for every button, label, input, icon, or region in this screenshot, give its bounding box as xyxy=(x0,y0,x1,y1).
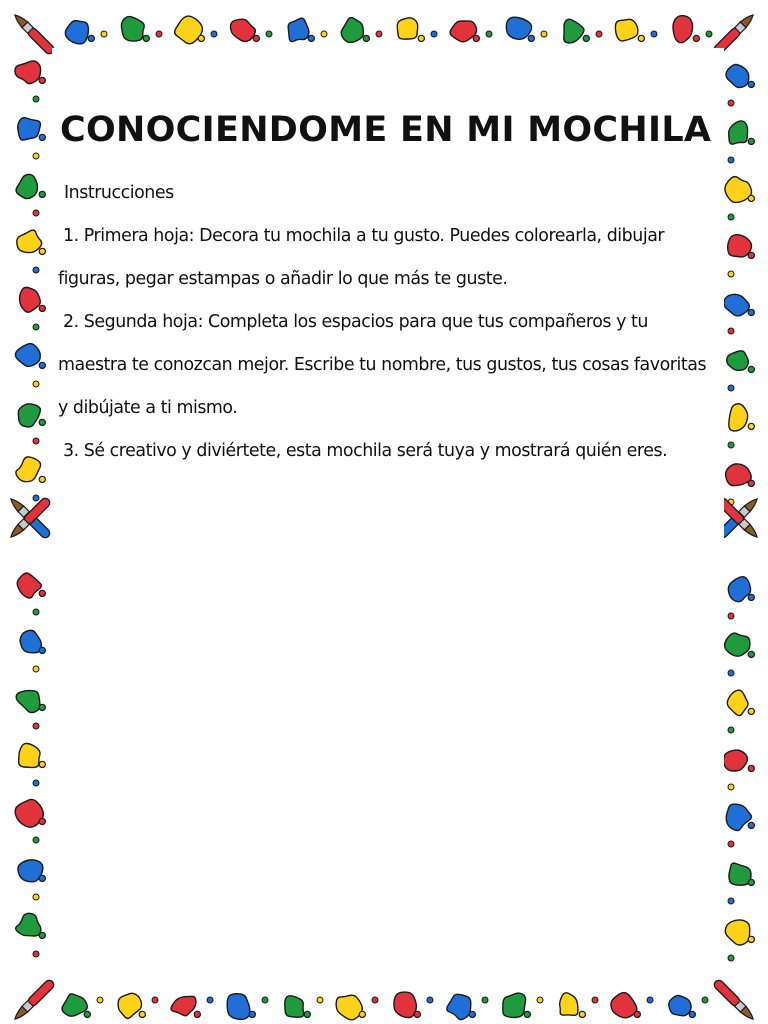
paint-splat-icon xyxy=(285,996,311,1018)
paint-splat-icon xyxy=(20,630,45,653)
paint-splat-icon xyxy=(17,230,46,254)
dot-icon xyxy=(706,31,712,37)
dot-icon xyxy=(537,997,543,1003)
dot-icon xyxy=(486,31,492,37)
paint-splat-icon xyxy=(727,690,754,715)
paint-splat-icon xyxy=(18,118,46,141)
paint-splat-icon xyxy=(728,235,755,259)
paint-splat-icon xyxy=(447,994,476,1019)
page-title: CONOCIENDOME EN MI MOCHILA xyxy=(60,110,712,150)
dot-icon xyxy=(431,31,437,37)
dot-icon xyxy=(728,214,734,220)
dot-icon xyxy=(728,157,734,163)
paint-splat-icon xyxy=(669,995,696,1017)
paint-splat-icon xyxy=(724,294,755,316)
dot-icon xyxy=(728,328,734,334)
dot-icon xyxy=(33,438,39,444)
paint-splat-icon xyxy=(729,863,754,885)
dot-icon xyxy=(728,955,734,961)
dot-icon xyxy=(728,100,734,106)
dot-icon xyxy=(596,31,602,37)
paint-splat-icon xyxy=(726,65,754,88)
dot-icon xyxy=(592,997,598,1003)
paint-splat-icon xyxy=(288,18,314,41)
dot-icon xyxy=(33,951,39,957)
instruction-step-2: 2. Segunda hoja: Completa los espacios para que tus compañeros y tu maestra te conozcan mejor. Escribe tu nombre, tus gustos, tus cosas favoritas y dibújate a ti mismo. xyxy=(58,312,707,418)
paint-splat-icon xyxy=(18,404,45,427)
paint-splat-icon xyxy=(725,633,755,657)
dot-icon xyxy=(647,997,653,1003)
paint-splat-icon xyxy=(341,18,369,43)
dot-icon xyxy=(33,267,39,273)
paintbrush-icon xyxy=(712,978,756,1022)
paint-splat-icon xyxy=(15,344,45,369)
paint-splat-icon xyxy=(16,457,46,483)
paint-splat-icon xyxy=(727,351,755,373)
dot-icon xyxy=(207,997,213,1003)
instruction-step-1: 1. Primera hoja: Decora tu mochila a tu gusto. Puedes colorearla, dibujar figuras, pegar estampas o añadir lo que más te guste. xyxy=(58,226,665,289)
paint-splat-icon xyxy=(118,993,145,1018)
paint-splat-icon xyxy=(230,19,259,41)
paint-splat-icon xyxy=(725,920,754,945)
paint-splat-icon xyxy=(506,17,534,41)
paint-splat-icon xyxy=(19,743,46,767)
dot-icon xyxy=(33,837,39,843)
paint-splat-icon xyxy=(729,121,755,145)
paint-splat-icon xyxy=(673,16,699,43)
paint-splat-icon xyxy=(16,691,45,713)
paint-splat-icon xyxy=(725,177,754,203)
dot-icon xyxy=(482,997,488,1003)
dot-icon xyxy=(728,841,734,847)
dot-icon xyxy=(33,381,39,387)
paint-splat-icon xyxy=(121,17,149,42)
dot-icon xyxy=(728,670,734,676)
dot-icon xyxy=(33,495,39,501)
dot-icon xyxy=(33,723,39,729)
instructions-heading: Instrucciones xyxy=(64,183,174,203)
paint-splat-icon xyxy=(15,61,45,84)
paint-splat-icon xyxy=(20,287,46,312)
dot-icon xyxy=(728,613,734,619)
paint-splat-icon xyxy=(175,16,205,44)
dot-icon xyxy=(266,31,272,37)
paint-splat-icon xyxy=(560,993,586,1018)
paint-splat-icon xyxy=(15,799,45,827)
dot-icon xyxy=(33,153,39,159)
dot-icon xyxy=(33,210,39,216)
dot-icon xyxy=(728,442,734,448)
paint-splat-icon xyxy=(227,994,255,1020)
paint-splat-icon xyxy=(615,19,644,41)
dot-icon xyxy=(541,31,547,37)
dot-icon xyxy=(33,96,39,102)
dot-icon xyxy=(211,31,217,37)
dot-icon xyxy=(427,997,433,1003)
paint-splat-icon xyxy=(728,577,754,602)
paint-splat-icon xyxy=(611,993,640,1018)
paint-splat-icon xyxy=(394,992,421,1018)
dot-icon xyxy=(376,31,382,37)
dot-icon xyxy=(156,31,162,37)
dot-icon xyxy=(33,780,39,786)
dot-icon xyxy=(728,727,734,733)
dot-icon xyxy=(33,894,39,900)
paint-splat-icon xyxy=(62,994,90,1018)
paint-splat-icon xyxy=(16,174,45,198)
paint-splat-icon xyxy=(450,21,479,42)
paint-splat-icon xyxy=(18,860,45,882)
instruction-step-3: 3. Sé creativo y diviértete, esta mochila será tuya y mostrará quién eres. xyxy=(63,441,668,461)
dot-icon xyxy=(152,997,158,1003)
paint-splat-icon xyxy=(17,573,45,598)
dot-icon xyxy=(651,31,657,37)
instructions-section xyxy=(58,172,710,473)
dot-icon xyxy=(728,271,734,277)
paint-splat-icon xyxy=(726,804,754,830)
dot-icon xyxy=(101,31,107,37)
paint-splat-icon xyxy=(397,18,424,42)
dot-icon xyxy=(728,898,734,904)
dot-icon xyxy=(728,784,734,790)
paint-splat-icon xyxy=(564,19,590,43)
dot-icon xyxy=(728,385,734,391)
dot-icon xyxy=(372,997,378,1003)
paintbrush-icon xyxy=(12,12,56,56)
dot-icon xyxy=(97,997,103,1003)
paint-splat-icon xyxy=(65,21,94,44)
paint-splat-icon xyxy=(503,993,531,1017)
dot-icon xyxy=(321,31,327,37)
paint-splat-icon xyxy=(16,913,46,938)
dot-icon xyxy=(33,609,39,615)
dot-icon xyxy=(702,997,708,1003)
dot-icon xyxy=(33,666,39,672)
paint-splat-icon xyxy=(171,996,200,1017)
paint-splat-icon xyxy=(726,464,755,487)
dot-icon xyxy=(33,324,39,330)
dot-icon xyxy=(317,997,323,1003)
paint-splat-icon xyxy=(336,995,365,1020)
paint-splat-icon xyxy=(729,404,755,431)
dot-icon xyxy=(262,997,268,1003)
paintbrush-icon xyxy=(12,978,56,1022)
paint-splat-icon xyxy=(723,750,754,771)
